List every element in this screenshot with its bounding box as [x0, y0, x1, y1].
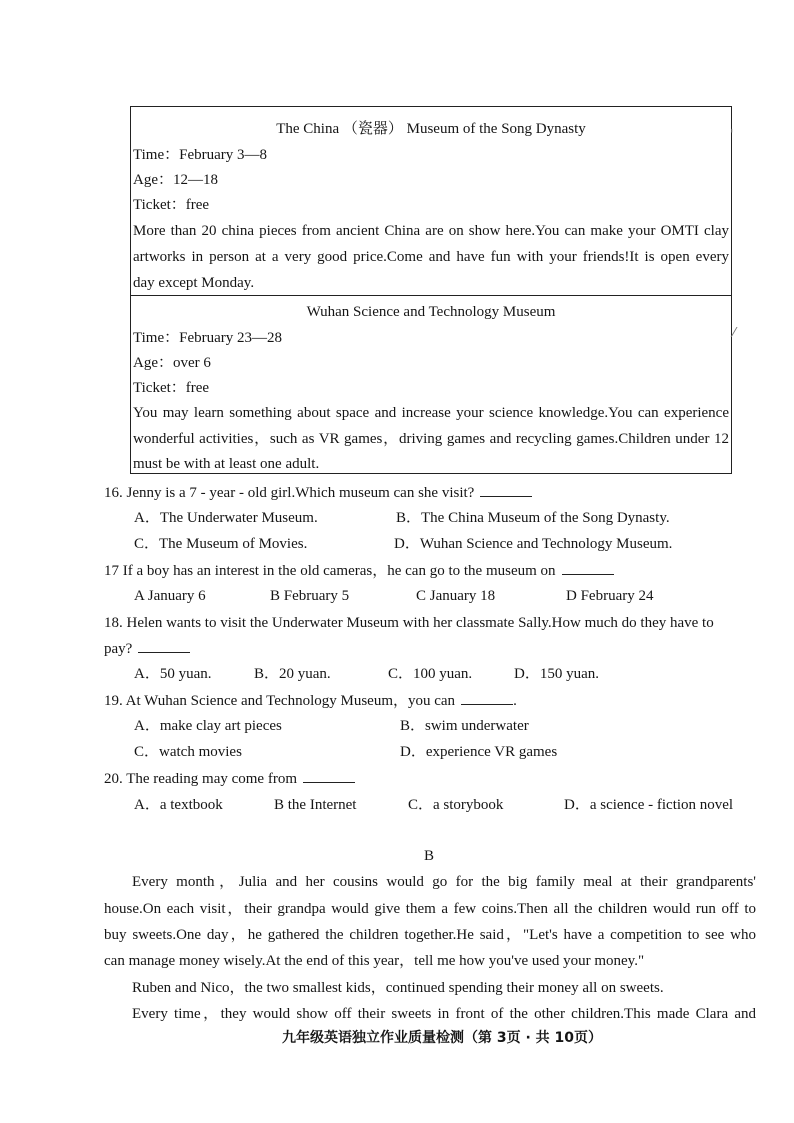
museum-2-ticket: Ticket：free	[133, 380, 210, 396]
question-18-option-d: D．150 yuan.	[514, 666, 599, 682]
question-17-option-c: C January 18	[416, 588, 496, 604]
museum-1-desc-line: day except Monday.	[133, 275, 255, 291]
question-19-stem: 19. At Wuhan Science and Technology Museum，you can .	[104, 690, 517, 711]
museum-1-title: The China （瓷器） Museum of the Song Dynasty	[276, 121, 586, 137]
passage-line: house.On each visit，their grandpa would give them a few coins.Then all the children would run off to	[104, 901, 756, 917]
question-18-stem-continued: pay?	[104, 638, 190, 659]
question-19-option-b: B．swim underwater	[400, 718, 529, 734]
question-20-option-d: D．a science - fiction novel	[564, 797, 734, 813]
answer-blank	[562, 560, 614, 575]
question-16-stem: 16. Jenny is a 7 - year - old girl.Which museum can she visit?	[104, 482, 532, 503]
question-17-stem: 17 If a boy has an interest in the old cameras，he can go to the museum on	[104, 560, 614, 581]
question-19-option-c: C．watch movies	[134, 744, 242, 760]
margin-tick-mark: ⁄	[733, 326, 736, 341]
passage-line: buy sweets.One day，he gathered the children together.He said，"Let's have a competition to see who	[104, 927, 756, 943]
passage-line: can manage money wisely.At the end of this year，tell me how you've used your money."	[104, 953, 645, 969]
museum-info-box	[130, 106, 732, 474]
museum-2-time: Time：February 23—28	[133, 330, 283, 346]
question-18-option-c: C．100 yuan.	[388, 666, 473, 682]
question-16-option-d: D．Wuhan Science and Technology Museum.	[394, 536, 673, 552]
question-19-option-d: D．experience VR games	[400, 744, 558, 760]
box-divider	[131, 295, 731, 296]
question-18-stem: 18. Helen wants to visit the Underwater Museum with her classmate Sally.How much do they have to	[104, 615, 714, 631]
answer-blank	[138, 638, 190, 653]
question-19-option-a: A．make clay art pieces	[134, 718, 282, 734]
museum-1-age: Age：12—18	[133, 172, 218, 188]
margin-tick-mark: ˈ	[730, 128, 734, 143]
museum-2-desc-line: must be with at least one adult.	[133, 456, 320, 472]
question-16-option-b: B．The China Museum of the Song Dynasty.	[396, 510, 670, 526]
answer-blank	[303, 768, 355, 783]
question-16-option-c: C．The Museum of Movies.	[134, 536, 308, 552]
question-18-option-b: B．20 yuan.	[254, 666, 331, 682]
museum-2-desc-line: wonderful activities，such as VR games，driving games and recycling games.Children under 12	[133, 431, 729, 447]
question-20-stem: 20. The reading may come from	[104, 768, 355, 789]
answer-blank	[480, 482, 532, 497]
museum-2-age: Age：over 6	[133, 355, 211, 371]
page-footer: 九年级英语独立作业质量检测（第 3页 · 共 10页）	[282, 1030, 603, 1046]
museum-1-time: Time：February 3—8	[133, 147, 268, 163]
museum-2-title: Wuhan Science and Technology Museum	[306, 304, 556, 320]
answer-blank	[461, 690, 513, 705]
question-20-option-c: C．a storybook	[408, 797, 504, 813]
museum-1-desc-line: More than 20 china pieces from ancient China are on show here.You can make your OMTI clay	[133, 223, 729, 239]
passage-line: Every time，they would show off their sweets in front of the other children.This made Clara and	[132, 1006, 756, 1022]
passage-line: Every month，Julia and her cousins would go for the big family meal at their grandparents'	[132, 874, 756, 890]
question-17-option-a: A January 6	[134, 588, 206, 604]
question-18-option-a: A．50 yuan.	[134, 666, 212, 682]
section-b-heading: B	[423, 848, 434, 864]
museum-1-ticket: Ticket：free	[133, 197, 210, 213]
museum-2-desc-line: You may learn something about space and increase your science knowledge.You can experience	[133, 405, 729, 421]
question-20-option-b: B the Internet	[274, 797, 357, 813]
passage-line: Ruben and Nico，the two smallest kids，continued spending their money all on sweets.	[132, 980, 664, 996]
question-20-option-a: A．a textbook	[134, 797, 223, 813]
question-17-option-b: B February 5	[270, 588, 350, 604]
museum-1-desc-line: artworks in person at a very good price.Come and have fun with your friends!It is open every	[133, 249, 729, 265]
question-17-option-d: D February 24	[566, 588, 654, 604]
question-16-option-a: A．The Underwater Museum.	[134, 510, 318, 526]
